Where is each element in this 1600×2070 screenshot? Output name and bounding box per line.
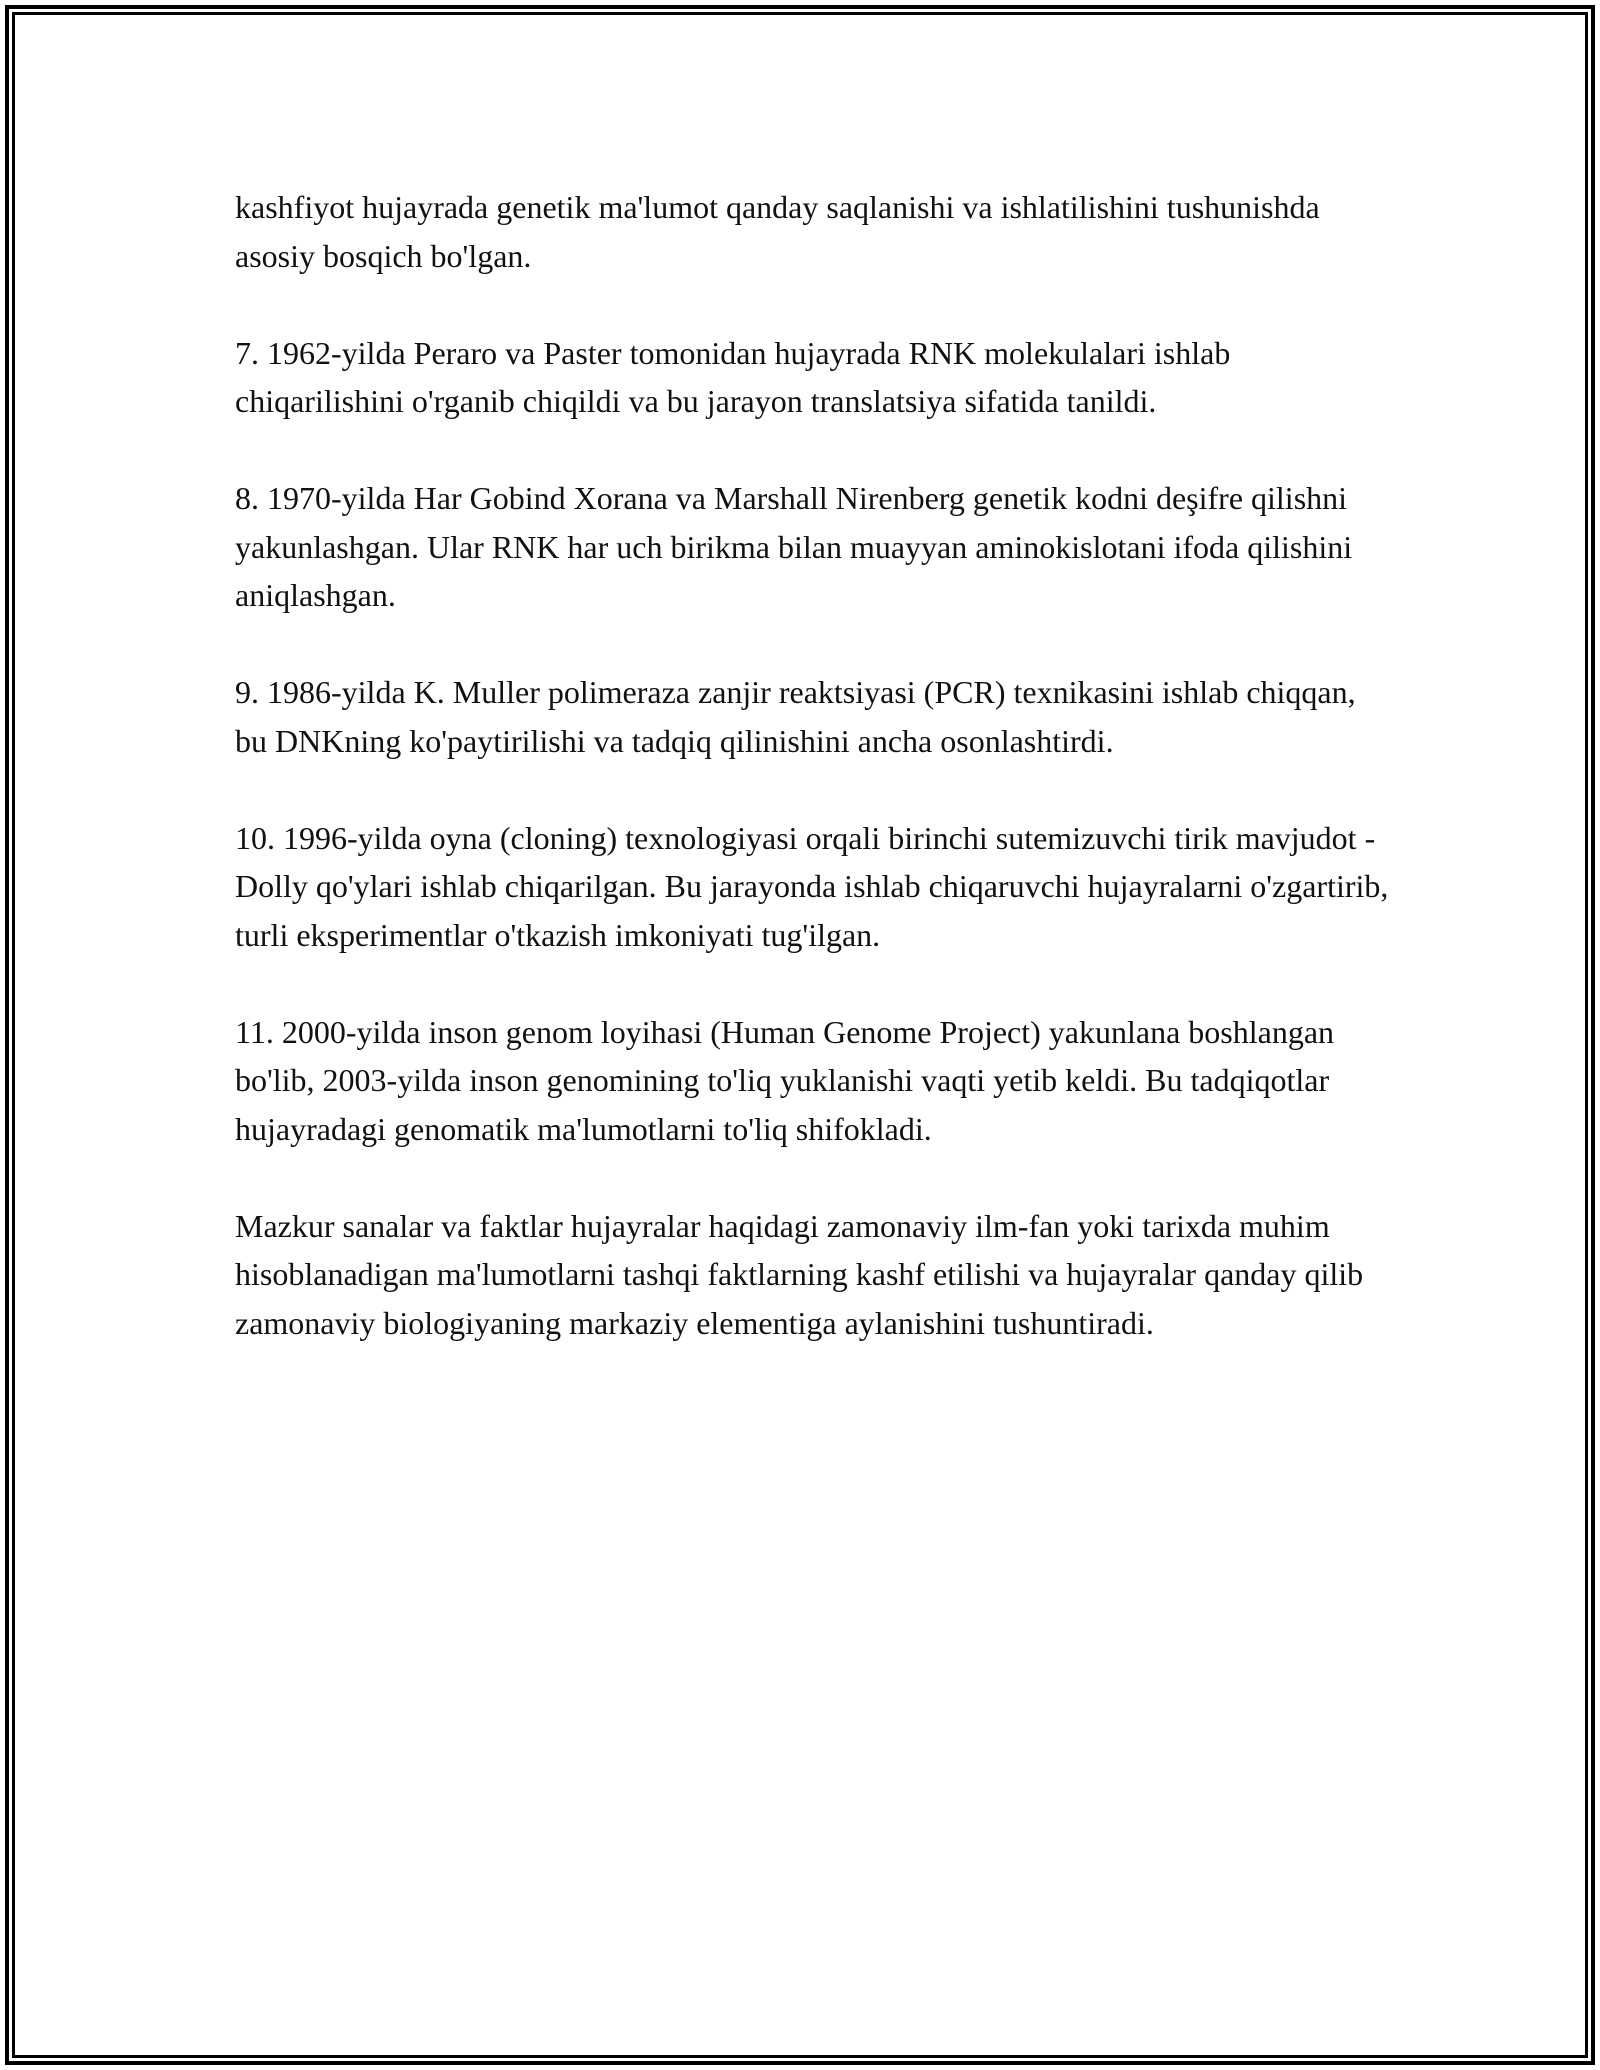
paragraph-item-11: 11. 2000-yilda inson genom loyihasi (Human Genome Project) yakunlana boshlangan bo'lib, 2003-yilda inson genomining to'liq yuklanishi vaqti yetib keldi. Bu tadqiqotlar hujayradagi genomatik ma'lumotlarni to'liq shifokladi. xyxy=(235,1013,1335,1147)
paragraph-conclusion: Mazkur sanalar va faktlar hujayralar haqidagi zamonaviy ilm-fan yoki tarixda muhim hisoblanadigan ma'lumotlarni tashqi faktlarning kashf etilishi va hujayralar qanday qilib zamonaviy biologiyaning markaziy elementiga aylanishini tushuntiradi. xyxy=(235,1207,1364,1341)
paragraph-item-10: 10. 1996-yilda oyna (cloning) texnologiyasi orqali birinchi sutemizuvchi tirik mavjudot - Dolly qo'ylari ishlab chiqarilgan. Bu jarayonda ishlab chiqaruvchi hujayralarni o'zgartirib, turli eksperimentlar o'tkazish imkoniyati tug'ilgan. xyxy=(235,819,1389,953)
paragraph-item-8: 8. 1970-yilda Har Gobind Xorana va Marshall Nirenberg genetik kodni deşifre qilishni yakunlashgan. Ular RNK har uch birikma bilan muayyan aminokislotani ifoda qilishini aniqlashgan. xyxy=(235,480,1353,613)
paragraph-item-9: 9. 1986-yilda K. Muller polimeraza zanjir reaktsiyasi (PCR) texnikasini ishlab chiqqan, bu DNKning ko'paytirilishi va tadqiq qilinishini ancha osonlashtirdi. xyxy=(235,674,1356,759)
paragraph-continuation: kashfiyot hujayrada genetik ma'lumot qanday saqlanishi va ishlatilishini tushunishda asosiy bosqich bo'lgan. xyxy=(235,189,1320,274)
paragraph-item-7: 7. 1962-yilda Peraro va Paster tomonidan hujayrada RNK molekulalari ishlab chiqarilishini o'rganib chiqildi va bu jarayon translatsiya sifatida tanildi. xyxy=(235,334,1231,419)
document-body xyxy=(235,183,1395,1396)
